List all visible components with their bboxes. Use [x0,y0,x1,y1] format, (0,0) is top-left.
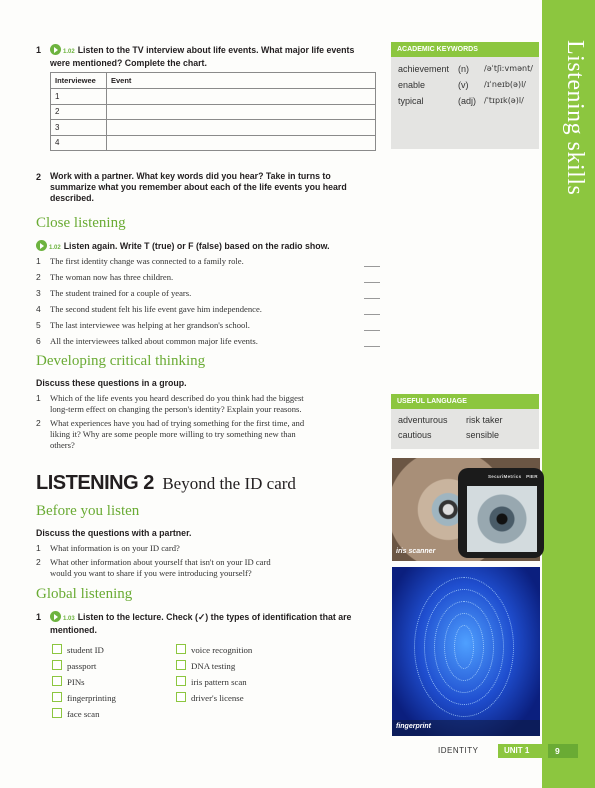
fingerprint-caption: fingerprint [396,723,431,730]
critical-thinking-heading: Developing critical thinking [36,353,206,369]
checkbox-option[interactable] [176,644,252,655]
event-cell[interactable] [107,104,376,120]
item-number: 2 [36,557,41,567]
tf-answer-blank[interactable] [364,346,380,347]
item-number: 1 [36,256,41,266]
fingerprint-photo [392,567,540,736]
checkbox-label: face scan [67,709,100,719]
tf-statement: The last interviewee was helping at her grandson's school. [50,320,250,330]
scanner-screen [467,486,537,552]
checkbox[interactable] [176,692,186,702]
table-row [51,120,376,136]
keyword-word: typical [398,96,424,106]
question-line: others? [50,440,75,450]
global-listening-heading: Global listening [36,586,133,602]
item-number: 3 [36,288,41,298]
track-number: 1.03 [63,616,75,622]
checkbox[interactable] [176,660,186,670]
footer-unit: UNIT 1 [498,744,556,758]
checkbox[interactable] [52,692,62,702]
instruction-line: described. [50,193,95,203]
close-listening-instruction [36,240,381,254]
checkbox[interactable] [176,644,186,654]
keyword-word: enable [398,80,426,90]
checkbox[interactable] [176,676,186,686]
item-number: 6 [36,336,41,346]
tf-statement: All the interviewees talked about common major life events. [50,336,258,346]
checkbox[interactable] [52,660,62,670]
tf-statement: The second student felt his life event gave him independence. [50,304,262,314]
question-line: would you want to share if you were introducing yourself? [50,568,252,578]
checkbox-option[interactable] [176,676,247,687]
item-number: 2 [36,418,41,428]
question-line: liking it? Why are some people more willing to try something new than [50,429,296,439]
useful-phrase: risk taker [466,415,503,425]
event-cell[interactable] [107,120,376,136]
academic-keywords-heading: ACADEMIC KEYWORDS [391,42,539,57]
checkbox-option[interactable] [52,676,85,687]
tf-statement: The woman now has three children. [50,272,174,282]
before-you-listen-heading: Before you listen [36,503,140,519]
item-number: 4 [36,304,41,314]
checkbox-option[interactable] [176,660,235,671]
before-you-listen-instruction: Discuss the questions with a partner. [36,528,192,538]
keyword-ipa: /əˈtʃiːvmənt/ [484,64,533,73]
row-number: 3 [51,120,107,136]
useful-phrase: adventurous [398,415,448,425]
instruction-line: mentioned. [50,625,97,635]
checkbox-label: iris pattern scan [191,677,247,687]
question-line: What other information about yourself that isn't on your ID card [50,557,271,567]
audio-track-icon[interactable] [50,611,61,622]
item-number: 2 [36,272,41,282]
discussion-question [50,557,370,579]
instruction-line: summarize what you remember about each of the life events you heard [50,182,347,192]
keyword-pos: (n) [458,64,469,74]
close-listening-heading: Close listening [36,215,126,231]
item-number: 1 [36,543,41,553]
instruction-line: were mentioned? Complete the chart. [50,58,207,68]
audio-track-icon[interactable] [50,44,61,55]
scanner-model: PIER [526,474,538,479]
event-cell[interactable] [107,89,376,105]
exercise-number: 2 [36,172,42,182]
track-number: 1.02 [49,245,61,251]
tf-statement: The first identity change was connected to a family role. [50,256,244,266]
checkbox[interactable] [52,644,62,654]
checkbox[interactable] [52,676,62,686]
tf-answer-blank[interactable] [364,330,380,331]
useful-phrase: sensible [466,430,500,440]
instruction-line: Listen to the lecture. Check (✓) the types of identification that are [77,612,352,622]
listening-2-subtitle: Beyond the ID card [162,474,296,493]
footer-section: IDENTITY [438,746,479,755]
question-line: What experiences have you had of trying something for the first time, and [50,418,305,428]
global-listening-instruction [50,611,380,636]
discussion-question [50,418,380,451]
chart-header-event: Event [107,73,376,89]
discussion-question: What information is on your ID card? [50,543,180,553]
table-row [51,104,376,120]
question-line: Which of the life events you heard described do you think had the biggest [50,393,304,403]
row-number: 2 [51,104,107,120]
side-tab-label: Listening skills [562,40,588,196]
checkbox-label: driver's license [191,693,244,703]
checkbox-label: student ID [67,645,104,655]
keyword-pos: (v) [458,80,469,90]
checkbox-option[interactable] [52,660,96,671]
print-ridge [454,625,474,669]
scanner-brand [488,474,538,479]
discussion-question [50,393,380,415]
critical-thinking-instruction: Discuss these questions in a group. [36,378,187,388]
checkbox-option[interactable] [52,708,99,719]
instruction-line: Listen again. Write T (true) or F (false) based on the radio show. [63,241,330,251]
instruction-line: Listen to the TV interview about life events. What major life events [77,45,355,55]
checkbox-label: DNA testing [191,661,236,671]
keyword-pos: (adj) [458,96,477,106]
checkbox[interactable] [52,708,62,718]
exercise-number: 1 [36,45,42,55]
checkbox-label: PINs [67,677,85,687]
scanner-brand-name: SecuriMetrics [488,474,522,479]
checkbox-label: fingerprinting [67,693,116,703]
iris-caption: iris scanner [396,548,436,555]
tf-answer-blank[interactable] [364,266,380,267]
exercise-1-instruction [50,44,380,69]
row-number: 4 [51,135,107,151]
checkbox-label: voice recognition [191,645,253,655]
tf-answer-blank[interactable] [364,298,380,299]
exercise-number: 1 [36,612,42,622]
row-number: 1 [51,89,107,105]
item-number: 1 [36,393,41,403]
instruction-line: Work with a partner. What key words did you hear? Take in turns to [50,171,331,181]
useful-language-heading: USEFUL LANGUAGE [391,394,539,409]
exercise-2-instruction [50,171,385,204]
keyword-word: achievement [398,64,450,74]
track-number: 1.02 [63,49,75,55]
tf-answer-blank[interactable] [364,314,380,315]
chart-header-interviewee: Interviewee [51,73,107,89]
table-row [51,89,376,105]
event-cell[interactable] [107,135,376,151]
tf-statement: The student trained for a couple of years. [50,288,192,298]
checkbox-option[interactable] [52,644,104,655]
page-number: 9 [548,744,578,758]
checkbox-label: passport [67,661,97,671]
question-line: long-term effect on changing the person's identity? Explain your reasons. [50,404,302,414]
checkbox-option[interactable] [52,692,116,703]
table-row [51,135,376,151]
listening-2-label: LISTENING 2 [36,472,154,494]
audio-track-icon[interactable] [36,240,47,251]
keyword-ipa: /ˈtɪpɪk(ə)l/ [484,96,524,105]
life-events-chart [50,72,376,151]
tf-answer-blank[interactable] [364,282,380,283]
item-number: 5 [36,320,41,330]
keyword-ipa: /ɪˈneɪb(ə)l/ [484,80,526,89]
useful-phrase: cautious [398,430,432,440]
checkbox-option[interactable] [176,692,244,703]
listening-2-title [36,472,296,495]
